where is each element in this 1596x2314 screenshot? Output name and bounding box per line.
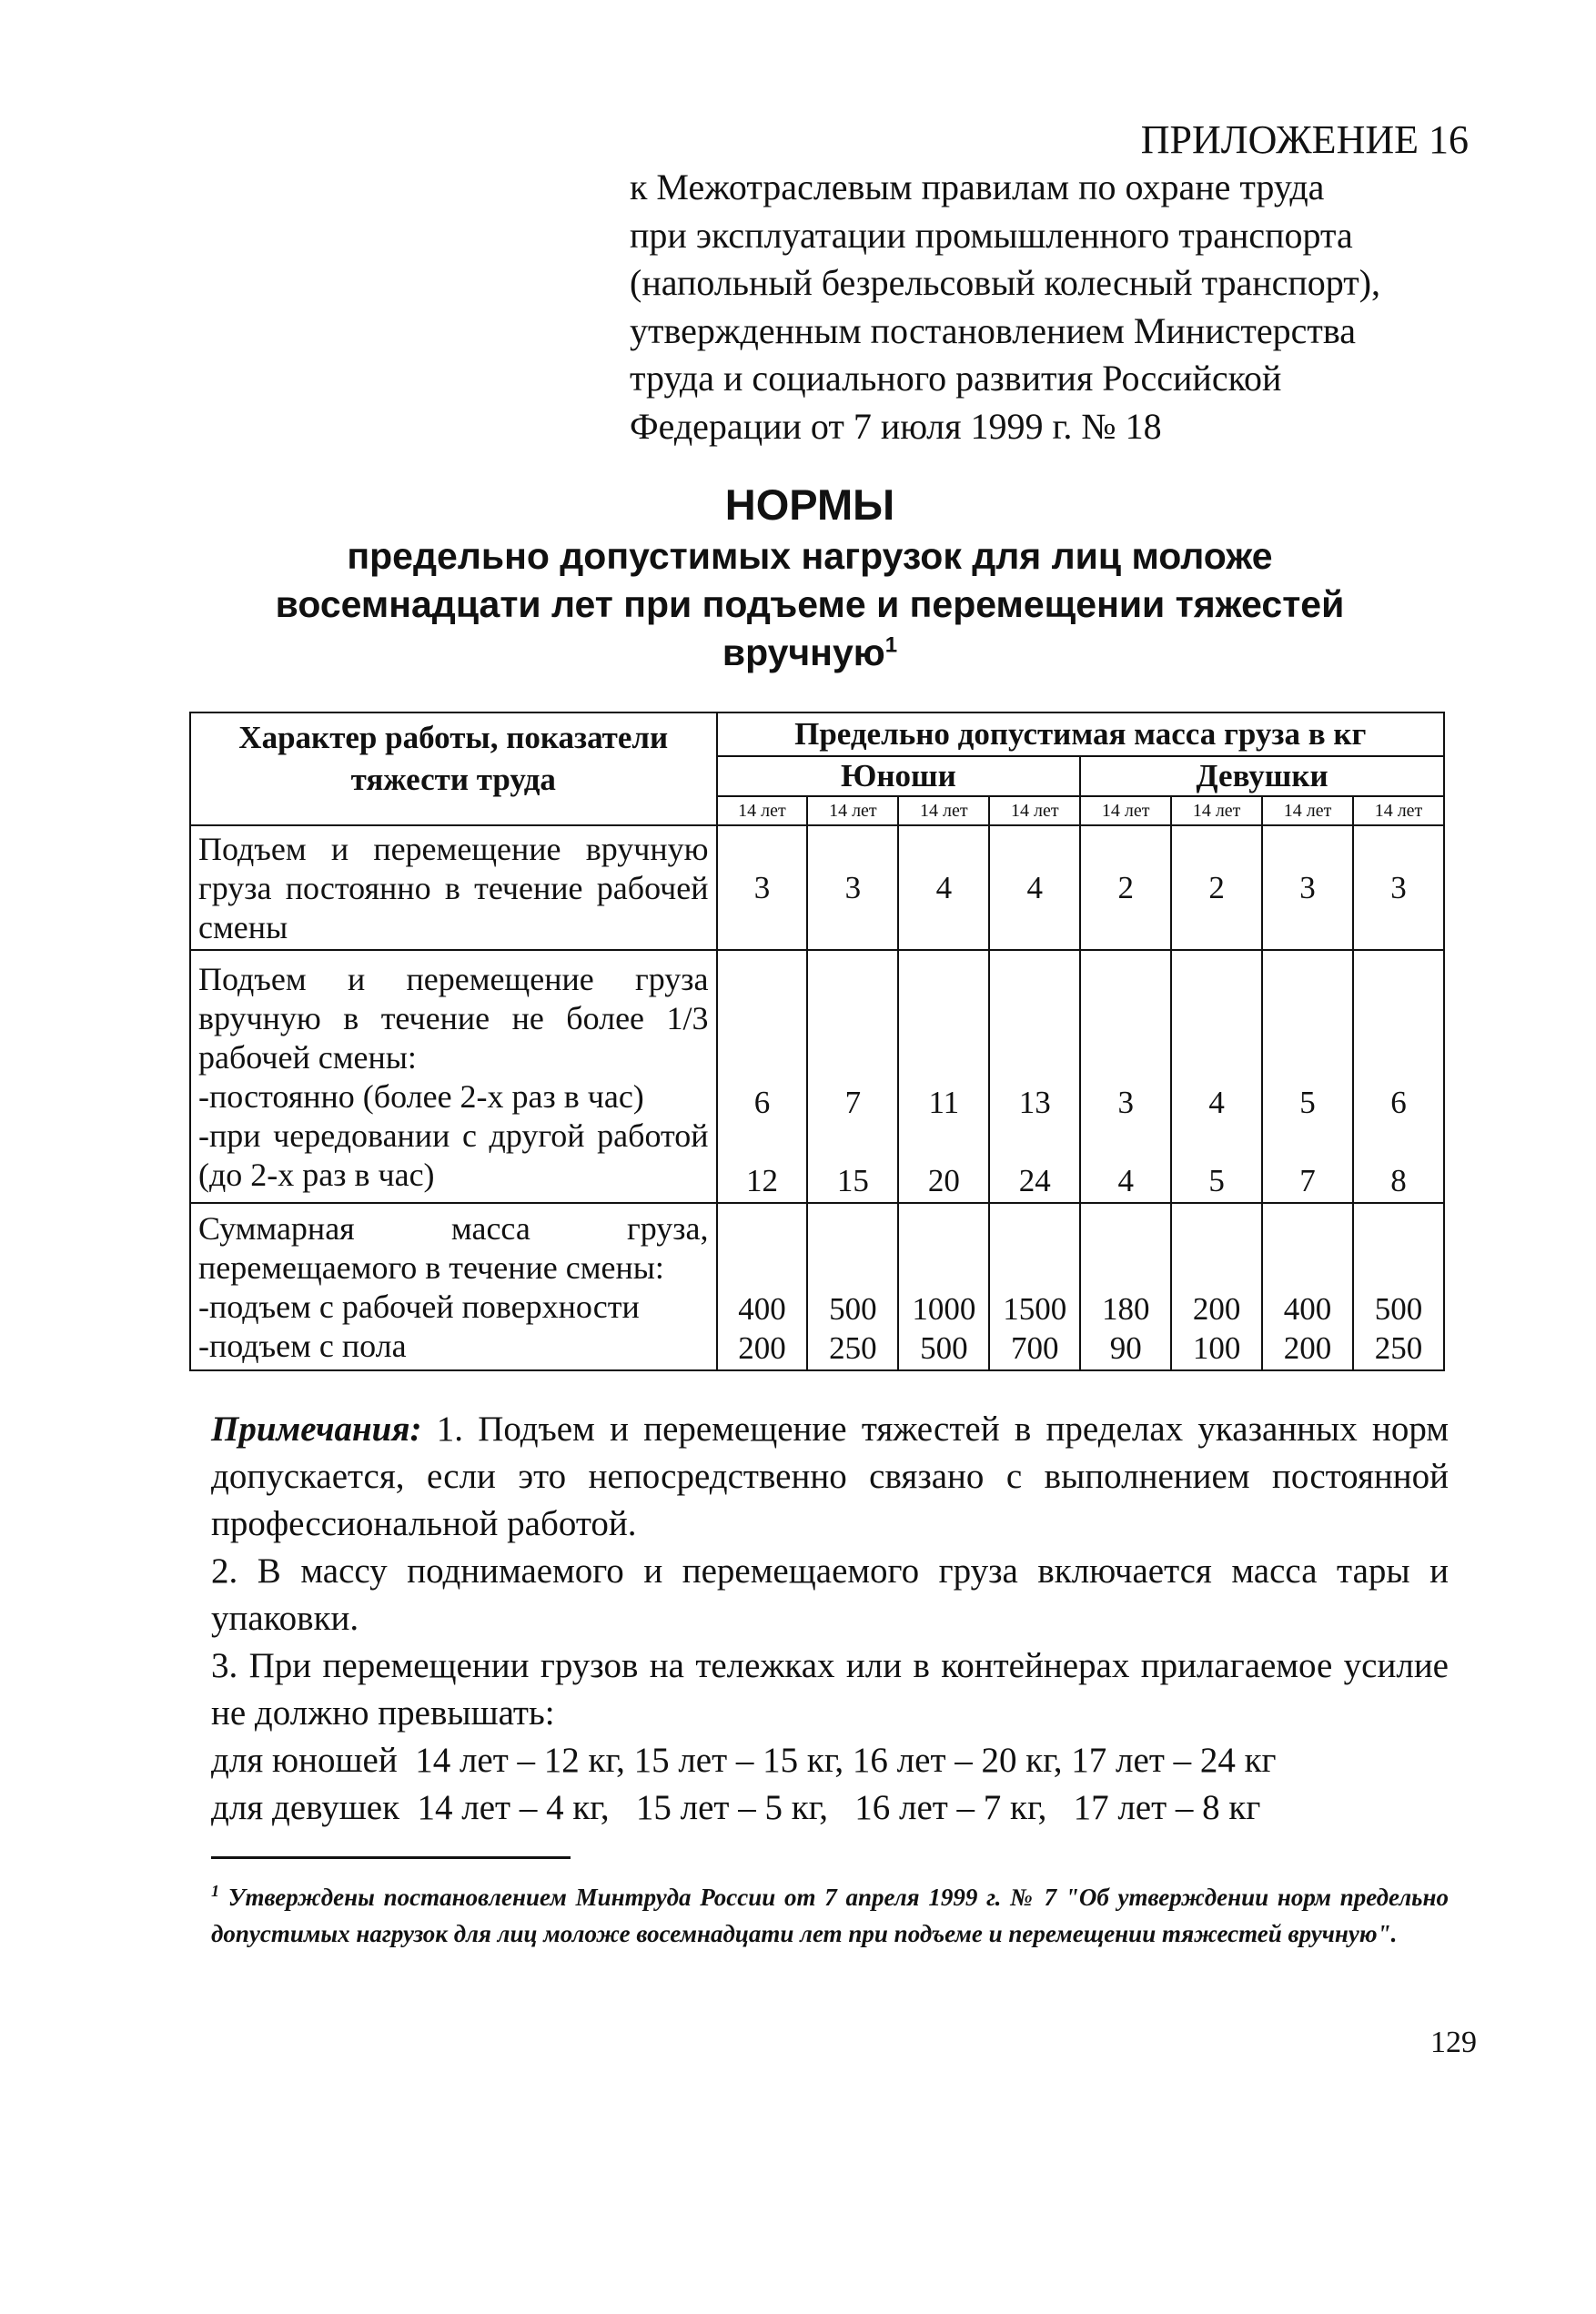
cell-value: 5	[1299, 1085, 1316, 1120]
cell-value: 90	[1109, 1330, 1142, 1366]
cell-value: 500	[829, 1291, 877, 1327]
appendix-line: при эксплуатации промышленного транспорта	[630, 214, 1353, 256]
table-cell	[898, 1203, 989, 1370]
row-label-intro: Суммарная масса груза, перемещаемого в течение смены:	[198, 1210, 709, 1286]
appendix-line: труда и социального развития Российской	[630, 358, 1282, 399]
table-cell	[1080, 1203, 1171, 1370]
cell-value: 500	[920, 1330, 968, 1366]
age-header: 14 лет	[1080, 796, 1171, 825]
cell-value: 200	[1283, 1330, 1332, 1366]
table-cell	[807, 1203, 898, 1370]
footnote-divider	[211, 1856, 571, 1859]
row-label-sub: -подъем с рабочей поверхности	[198, 1288, 640, 1325]
note-item: 3. При перемещении грузов на тележках или в контейнерах прилагаемое усилие не должно превышать:	[211, 1646, 1449, 1733]
cell-value: 7	[1299, 1163, 1316, 1198]
cell-value: 250	[1374, 1330, 1423, 1366]
cell-value: 20	[927, 1163, 960, 1198]
notes-label: Примечания:	[211, 1410, 422, 1449]
note-limit-girls: для девушек 14 лет – 4 кг, 15 лет – 5 кг, 16 лет – 7 кг, 17 лет – 8 кг	[211, 1788, 1261, 1827]
cell-value: 100	[1192, 1330, 1241, 1366]
cell-value: 500	[1374, 1291, 1423, 1327]
table-cell: 2	[1171, 825, 1262, 950]
cell-value: 200	[1192, 1291, 1241, 1327]
cell-value: 400	[1283, 1291, 1332, 1327]
group-header-girls: Девушки	[1080, 756, 1444, 796]
cell-value: 7	[844, 1085, 862, 1120]
cell-value: 12	[745, 1163, 778, 1198]
table-cell	[807, 950, 898, 1203]
cell-value: 700	[1011, 1330, 1059, 1366]
age-header: 14 лет	[1262, 796, 1353, 825]
age-header: 14 лет	[717, 796, 808, 825]
table-cell	[989, 950, 1080, 1203]
heading-line-text: вручную	[722, 632, 885, 673]
appendix-line: утвержденным постановлением Министерства	[630, 309, 1356, 351]
table-cell	[1080, 950, 1171, 1203]
note-item: 2. В массу поднимаемого и перемещаемого груза включается масса тары и упаковки.	[211, 1551, 1449, 1638]
table-cell: 2	[1080, 825, 1171, 950]
cell-value: 6	[1390, 1085, 1407, 1120]
column-header-limit: Предельно допустимая масса груза в кг	[717, 712, 1445, 756]
row-label-sub: -постоянно (более 2-х раз в час)	[198, 1078, 644, 1115]
age-header: 14 лет	[1353, 796, 1444, 825]
note-item	[211, 1406, 1449, 1548]
footnote-text: Утверждены постановлением Минтруда России от 7 апреля 1999 г. № 7 "Об утверждении норм предельно допустимых нагрузок для лиц моложе восемнадцати лет при подъеме и перемещении тяжестей вручную".	[211, 1884, 1450, 1947]
footnote	[211, 1873, 1449, 1952]
cell-value: 24	[1018, 1163, 1051, 1198]
cell-value: 4	[1117, 1163, 1134, 1198]
table-row	[190, 950, 1444, 1203]
table-row	[190, 825, 1444, 950]
appendix-title: ПРИЛОЖЕНИЕ 16	[1140, 117, 1469, 162]
row-label-sub: -подъем с пола	[198, 1328, 407, 1364]
cell-value: 15	[836, 1163, 869, 1198]
appendix-line: (напольный безрельсовый колесный транспорт),	[630, 262, 1381, 303]
table-cell	[1171, 1203, 1262, 1370]
table-cell	[989, 1203, 1080, 1370]
table-cell	[717, 950, 808, 1203]
cell-value: 250	[829, 1330, 877, 1366]
cell-value: 180	[1101, 1291, 1150, 1327]
cell-value: 1000	[912, 1291, 976, 1327]
heading-line: предельно допустимых нагрузок для лиц моложе	[347, 535, 1273, 577]
norms-table	[189, 712, 1445, 1371]
heading-line	[200, 629, 1419, 677]
table-cell	[717, 1203, 808, 1370]
document-heading	[200, 478, 1419, 677]
row-label-intro: Подъем и перемещение груза вручную в течение не более 1/3 рабочей смены:	[198, 961, 709, 1076]
note-text: 1. Подъем и перемещение тяжестей в пределах указанных норм допускается, если это непосредственно связано с выполнением постоянной профессиональной работой.	[211, 1410, 1450, 1543]
age-header: 14 лет	[807, 796, 898, 825]
cell-value: 400	[738, 1291, 786, 1327]
table-cell: 3	[807, 825, 898, 950]
row-label	[190, 950, 717, 1203]
cell-value: 200	[738, 1330, 786, 1366]
cell-value: 1500	[1003, 1291, 1067, 1327]
cell-value: 5	[1208, 1163, 1225, 1198]
table-cell	[1171, 950, 1262, 1203]
table-cell	[1353, 1203, 1444, 1370]
age-header: 14 лет	[989, 796, 1080, 825]
column-header-character: Характер работы, показатели тяжести труда	[190, 712, 717, 825]
footnote-mark: 1	[211, 1882, 219, 1900]
heading-line: восемнадцати лет при подъеме и перемещении тяжестей	[275, 583, 1345, 625]
table-cell: 4	[898, 825, 989, 950]
cell-value: 4	[1208, 1085, 1225, 1120]
heading-title: НОРМЫ	[724, 480, 895, 529]
table-cell: 3	[1262, 825, 1353, 950]
cell-value: 13	[1018, 1085, 1051, 1120]
row-label-sub: -при чередовании с другой работой (до 2-х раз в час)	[198, 1117, 709, 1193]
table-cell	[1262, 950, 1353, 1203]
cell-value: 11	[928, 1085, 960, 1120]
cell-value: 6	[753, 1085, 771, 1120]
table-cell: 3	[717, 825, 808, 950]
group-header-boys: Юноши	[717, 756, 1081, 796]
age-header: 14 лет	[898, 796, 989, 825]
row-label	[190, 1203, 717, 1370]
cell-value: 3	[1117, 1085, 1134, 1120]
notes-section	[211, 1406, 1449, 1832]
appendix-line: к Межотраслевым правилам по охране труда	[630, 167, 1325, 207]
table-cell: 4	[989, 825, 1080, 950]
appendix-line: Федерации от 7 июля 1999 г. № 18	[630, 405, 1162, 447]
footnote-mark: 1	[884, 632, 898, 658]
table-cell	[898, 950, 989, 1203]
appendix-header	[559, 115, 1469, 166]
page-number: 129	[1430, 2026, 1477, 2059]
cell-value: 8	[1390, 1163, 1407, 1198]
table-cell: 3	[1353, 825, 1444, 950]
appendix-reference	[630, 164, 1503, 450]
row-label: Подъем и перемещение вручную груза постоянно в течение рабочей смены	[190, 825, 717, 950]
table-cell	[1262, 1203, 1353, 1370]
table-row	[190, 1203, 1444, 1370]
note-limit-boys: для юношей 14 лет – 12 кг, 15 лет – 15 кг, 16 лет – 20 кг, 17 лет – 24 кг	[211, 1741, 1277, 1780]
table-cell	[1353, 950, 1444, 1203]
age-header: 14 лет	[1171, 796, 1262, 825]
